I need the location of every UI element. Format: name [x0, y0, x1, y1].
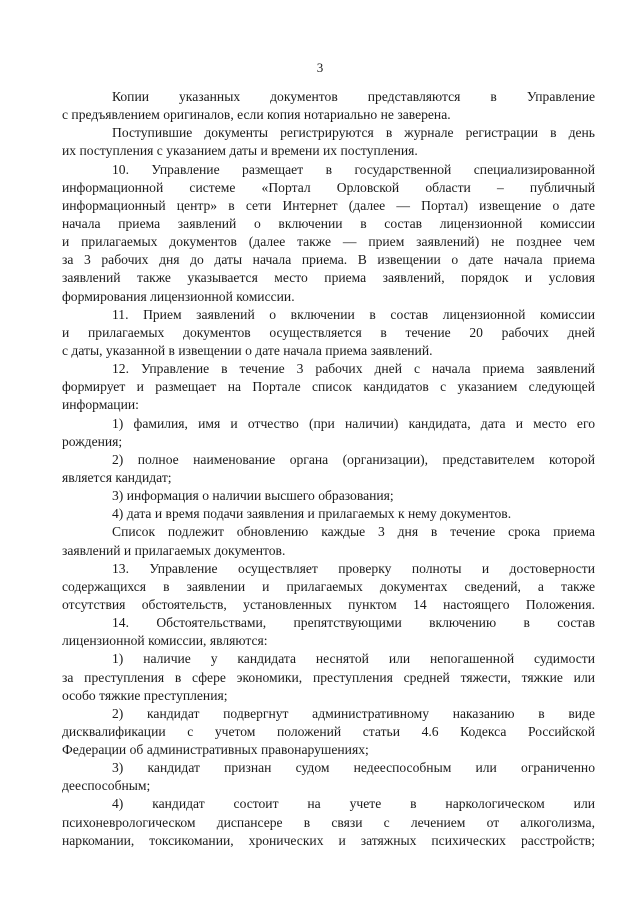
text-line: заявлений и прилагаемых документов.: [62, 542, 286, 558]
text-line: рождения;: [62, 433, 123, 449]
text-line: 2) кандидат подвергнут административному наказанию в виде: [112, 705, 595, 721]
text-line: и прилагаемых документов (далее также — прием заявлений) не позднее чем: [62, 234, 595, 250]
text-line: информационный центр» в сети Интернет (далее — Портал) извещение о дате: [62, 197, 595, 213]
text-line: 1) фамилия, имя и отчество (при наличии) кандидата, дата и место его: [112, 415, 595, 431]
text-line: психоневрологическом диспансере в связи с лечением от алкоголизма,: [62, 814, 595, 830]
text-line: информационной системе «Портал Орловской области – публичный: [62, 179, 595, 195]
text-line: 11. Прием заявлений о включении в состав лицензионной комиссии: [112, 306, 595, 322]
text-line: 13. Управление осуществляет проверку полноты и достоверности: [112, 560, 595, 576]
text-line: Поступившие документы регистрируются в журнале регистрации в день: [112, 125, 595, 141]
page-number: 3: [316, 60, 324, 75]
text-line: заявлений также указывается место приема заявлений, порядок и условия: [62, 270, 595, 286]
text-line: 3) информация о наличии высшего образования;: [112, 488, 394, 504]
text-line: за 3 рабочих дня до даты начала приема. В извещении о дате начала приема: [62, 252, 595, 268]
text-line: 4) дата и время подачи заявления и прилагаемых к нему документов.: [112, 506, 512, 522]
text-line: с даты, указанной в извещении о дате начала приема заявлений.: [62, 342, 433, 358]
text-line: 10. Управление размещает в государственной специализированной: [112, 161, 595, 177]
text-line: дисквалификации с учетом положений статьи 4.6 Кодекса Российской: [62, 723, 595, 739]
text-line: 2) полное наименование органа (организации), представителем которой: [112, 451, 595, 467]
text-line: их поступления с указанием даты и времени их поступления.: [62, 143, 418, 159]
text-line: формирования лицензионной комиссии.: [62, 288, 295, 304]
text-line: 14. Обстоятельствами, препятствующими включению в состав: [112, 615, 595, 631]
text-line: 3) кандидат признан судом недееспособным или ограниченно: [112, 760, 595, 776]
text-line: содержащихся в заявлении и прилагаемых документах сведений, а также: [62, 578, 595, 594]
text-line: и прилагаемых документов осуществляется в течение 20 рабочих дней: [62, 324, 595, 340]
text-line: дееспособным;: [62, 778, 151, 794]
text-line: информации:: [62, 397, 139, 413]
text-line: лицензионной комиссии, являются:: [62, 633, 268, 649]
text-line: с предъявлением оригиналов, если копия нотариально не заверена.: [62, 107, 451, 123]
text-line: 12. Управление в течение 3 рабочих дней с начала приема заявлений: [112, 361, 595, 377]
document-body: [62, 88, 595, 850]
text-line: наркомании, токсикомании, хронических и затяжных психических расстройств;: [62, 832, 595, 848]
text-line: Копии указанных документов представляются в Управление: [112, 89, 595, 104]
text-line: 1) наличие у кандидата неснятой или непогашенной судимости: [112, 651, 595, 667]
text-line: Список подлежит обновлению каждые 3 дня в течение срока приема: [112, 524, 595, 540]
text-line: формирует и размещает на Портале список кандидатов с указанием следующей: [62, 379, 595, 395]
text-line: 4) кандидат состоит на учете в наркологическом или: [112, 796, 595, 812]
text-line: является кандидат;: [62, 469, 172, 485]
text-line: Федерации об административных правонарушениях;: [62, 742, 369, 758]
text-line: отсутствия обстоятельств, установленных пунктом 14 настоящего Положения.: [62, 596, 595, 612]
text-line: начала приема заявлений о включении в состав лицензионной комиссии: [62, 215, 595, 231]
text-line: особо тяжкие преступления;: [62, 687, 228, 703]
text-line: за преступления в сфере экономики, преступления средней тяжести, тяжкие или: [62, 669, 595, 685]
